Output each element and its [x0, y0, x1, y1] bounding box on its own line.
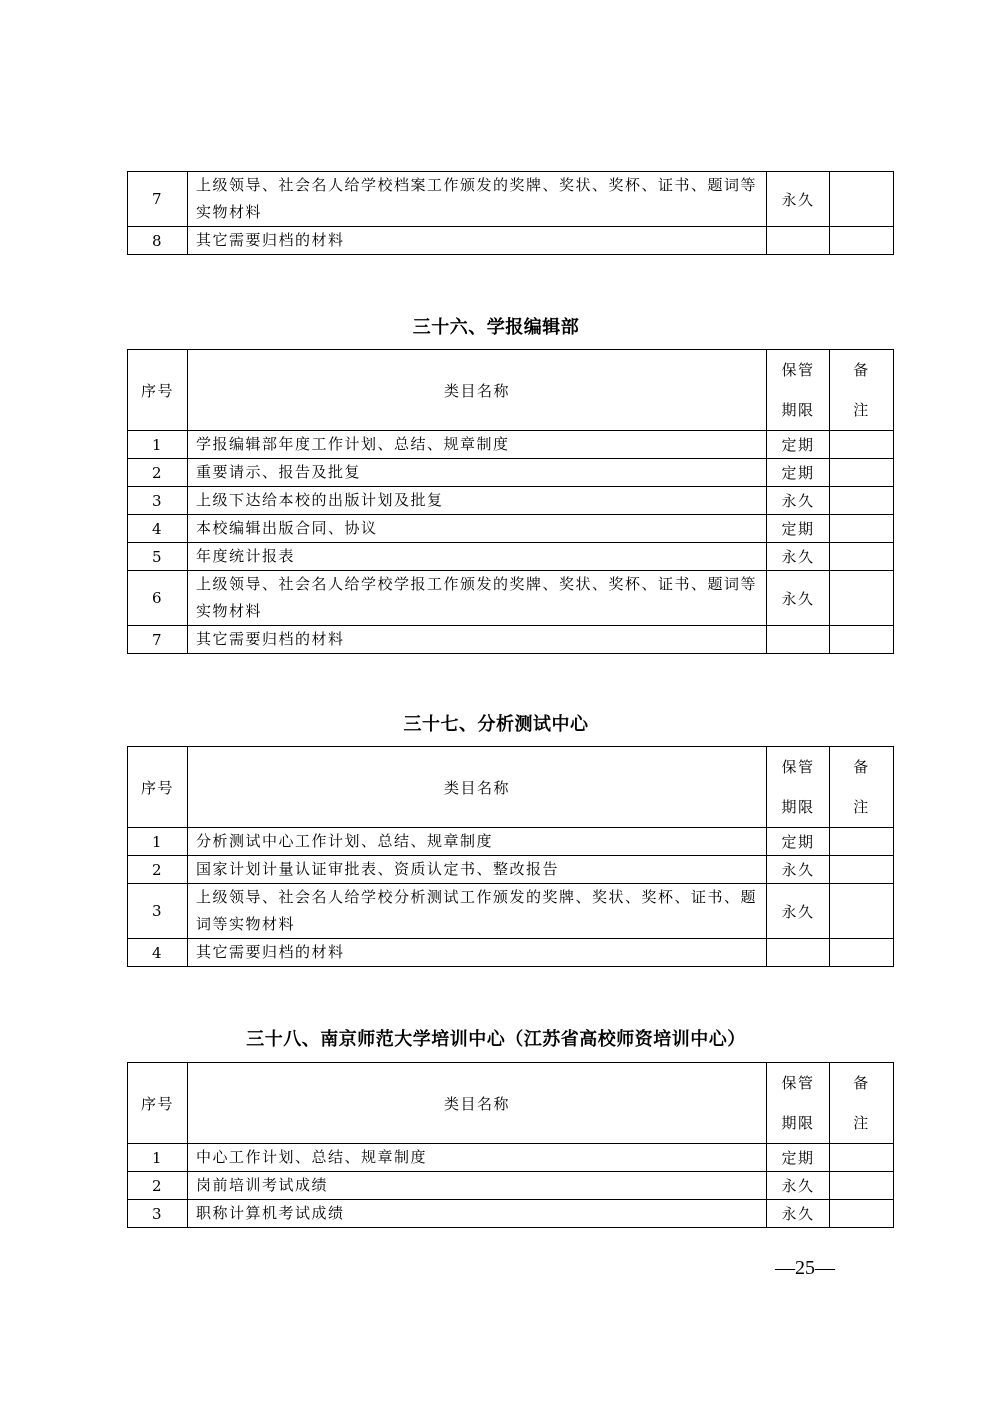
row-name: 学报编辑部年度工作计划、总结、规章制度	[188, 431, 767, 459]
row-number: 1	[128, 431, 188, 459]
row-name: 其它需要归档的材料	[188, 626, 767, 654]
row-term: 永久	[767, 571, 830, 626]
header-no: 序号	[128, 1063, 188, 1144]
row-term: 定期	[767, 1144, 830, 1172]
row-number: 6	[128, 571, 188, 626]
header-note	[830, 1063, 894, 1144]
header-term	[767, 1063, 830, 1144]
row-number: 2	[128, 856, 188, 884]
row-term: 永久	[767, 1200, 830, 1228]
row-name: 上级领导、社会名人给学校档案工作颁发的奖牌、奖状、奖杯、证书、题词等实物材料	[188, 172, 767, 227]
header-note-line1: 备	[853, 758, 870, 776]
row-term: 定期	[767, 431, 830, 459]
section-36-table	[127, 349, 894, 654]
header-term-line1: 保管	[781, 361, 815, 379]
row-note	[830, 1144, 894, 1172]
row-number: 4	[128, 515, 188, 543]
row-name: 其它需要归档的材料	[188, 939, 767, 967]
row-note	[830, 227, 894, 255]
row-term: 永久	[767, 172, 830, 227]
table-row	[128, 172, 894, 227]
row-term: 定期	[767, 828, 830, 856]
row-number: 5	[128, 543, 188, 571]
table-row	[128, 431, 894, 459]
row-number: 1	[128, 828, 188, 856]
header-name: 类目名称	[188, 747, 767, 828]
section-title-36: 三十六、学报编辑部	[412, 317, 580, 338]
section-title-38: 三十八、南京师范大学培训中心（江苏省高校师资培训中心）	[246, 1029, 746, 1050]
table-row	[128, 1172, 894, 1200]
row-number: 8	[128, 227, 188, 255]
header-term-line2: 期限	[781, 401, 815, 419]
table-row	[128, 626, 894, 654]
section-37-table	[127, 746, 894, 967]
row-note	[830, 543, 894, 571]
row-name: 年度统计报表	[188, 543, 767, 571]
row-note	[830, 515, 894, 543]
row-name: 重要请示、报告及批复	[188, 459, 767, 487]
table-header-row	[128, 350, 894, 431]
table-row	[128, 459, 894, 487]
row-name: 职称计算机考试成绩	[188, 1200, 767, 1228]
row-name: 上级下达给本校的出版计划及批复	[188, 487, 767, 515]
row-term: 永久	[767, 1172, 830, 1200]
row-note	[830, 1172, 894, 1200]
table-row	[128, 543, 894, 571]
row-name: 分析测试中心工作计划、总结、规章制度	[188, 828, 767, 856]
section-title-37: 三十七、分析测试中心	[403, 714, 589, 735]
header-term	[767, 350, 830, 431]
header-term-line2: 期限	[781, 1114, 815, 1132]
table-row	[128, 487, 894, 515]
table-row	[128, 571, 894, 626]
row-term: 永久	[767, 856, 830, 884]
header-no: 序号	[128, 350, 188, 431]
row-note	[830, 884, 894, 939]
table-header-row	[128, 747, 894, 828]
row-term: 永久	[767, 487, 830, 515]
header-note-line1: 备	[853, 1074, 870, 1092]
row-term	[767, 939, 830, 967]
table-row	[128, 856, 894, 884]
section-38-table-block	[127, 1062, 893, 1228]
row-note	[830, 828, 894, 856]
row-note	[830, 856, 894, 884]
header-note	[830, 350, 894, 431]
section-38-table	[127, 1062, 894, 1228]
table-row	[128, 1200, 894, 1228]
header-term-line1: 保管	[781, 758, 815, 776]
row-name: 岗前培训考试成绩	[188, 1172, 767, 1200]
header-term-line2: 期限	[781, 798, 815, 816]
table-row	[128, 884, 894, 939]
page-number: —25—	[775, 1257, 835, 1279]
header-note	[830, 747, 894, 828]
row-term	[767, 626, 830, 654]
header-note-line2: 注	[853, 1114, 870, 1132]
row-number: 7	[128, 626, 188, 654]
row-number: 1	[128, 1144, 188, 1172]
table-row	[128, 828, 894, 856]
row-name: 本校编辑出版合同、协议	[188, 515, 767, 543]
row-number: 3	[128, 487, 188, 515]
header-no: 序号	[128, 747, 188, 828]
header-note-line1: 备	[853, 361, 870, 379]
row-name: 国家计划计量认证审批表、资质认定书、整改报告	[188, 856, 767, 884]
header-term-line1: 保管	[781, 1074, 815, 1092]
section-36-table-block	[127, 349, 893, 654]
row-name: 上级领导、社会名人给学校分析测试工作颁发的奖牌、奖状、奖杯、证书、题词等实物材料	[188, 884, 767, 939]
row-note	[830, 487, 894, 515]
row-number: 2	[128, 459, 188, 487]
row-name: 中心工作计划、总结、规章制度	[188, 1144, 767, 1172]
row-term: 永久	[767, 884, 830, 939]
row-note	[830, 431, 894, 459]
row-note	[830, 626, 894, 654]
table-row	[128, 939, 894, 967]
continuation-table-block	[127, 171, 893, 255]
row-name: 其它需要归档的材料	[188, 227, 767, 255]
row-term: 定期	[767, 515, 830, 543]
row-term: 永久	[767, 543, 830, 571]
row-note	[830, 571, 894, 626]
row-note	[830, 459, 894, 487]
row-note	[830, 1200, 894, 1228]
row-number: 3	[128, 1200, 188, 1228]
header-note-line2: 注	[853, 798, 870, 816]
table-row	[128, 1144, 894, 1172]
table-row	[128, 227, 894, 255]
header-term	[767, 747, 830, 828]
row-term: 定期	[767, 459, 830, 487]
row-note	[830, 939, 894, 967]
table-header-row	[128, 1063, 894, 1144]
row-number: 2	[128, 1172, 188, 1200]
section-37-table-block	[127, 746, 893, 967]
header-note-line2: 注	[853, 401, 870, 419]
row-note	[830, 172, 894, 227]
header-name: 类目名称	[188, 1063, 767, 1144]
header-name: 类目名称	[188, 350, 767, 431]
row-number: 4	[128, 939, 188, 967]
row-number: 3	[128, 884, 188, 939]
row-term	[767, 227, 830, 255]
row-number: 7	[128, 172, 188, 227]
table-row	[128, 515, 894, 543]
row-name: 上级领导、社会名人给学校学报工作颁发的奖牌、奖状、奖杯、证书、题词等实物材料	[188, 571, 767, 626]
continuation-table	[127, 171, 894, 255]
